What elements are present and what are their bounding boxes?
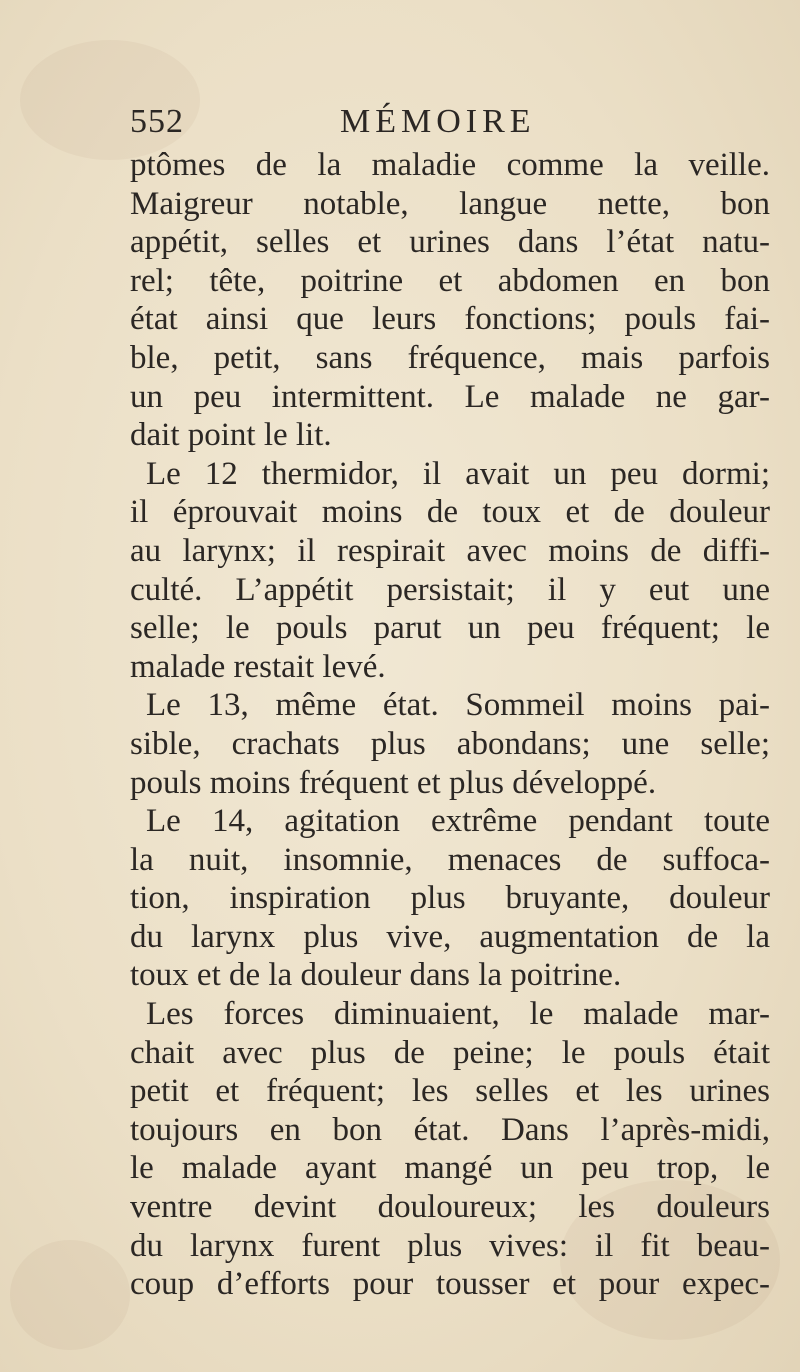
text-line: malade restait levé. bbox=[130, 648, 386, 685]
body-text bbox=[130, 146, 770, 1304]
text-line: tion, inspiration plus bruyante, douleur bbox=[130, 880, 770, 917]
text-line: chait avec plus de peine; le pouls était bbox=[130, 1034, 770, 1071]
paragraph bbox=[130, 146, 770, 455]
text-line: ble, petit, sans fréquence, mais parfois bbox=[130, 339, 770, 376]
text-line: dait point le lit. bbox=[130, 417, 332, 454]
text-line: il éprouvait moins de toux et de douleur bbox=[130, 494, 770, 531]
running-title: MÉMOIRE bbox=[340, 103, 536, 140]
text-line: Le 14, agitation extrême pendant toute bbox=[146, 803, 770, 840]
text-line: ventre devint douloureux; les douleurs bbox=[130, 1189, 770, 1226]
text-line: ptômes de la maladie comme la veille. bbox=[130, 147, 770, 183]
text-line: toux et de la douleur dans la poitrine. bbox=[130, 957, 622, 994]
text-line: pouls moins fréquent et plus développé. bbox=[130, 764, 657, 801]
text-line: sible, crachats plus abondans; une selle; bbox=[130, 725, 770, 762]
text-line: Le 12 thermidor, il avait un peu dormi; bbox=[146, 455, 770, 492]
paragraph bbox=[130, 802, 770, 995]
paragraph bbox=[130, 455, 770, 687]
text-line: toujours en bon état. Dans l’après-midi, bbox=[130, 1111, 770, 1148]
text-line: au larynx; il respirait avec moins de diffi- bbox=[130, 532, 770, 569]
text-line: appétit, selles et urines dans l’état natu- bbox=[130, 224, 770, 261]
text-line: Les forces diminuaient, le malade mar- bbox=[146, 996, 770, 1033]
paper-stain bbox=[10, 1240, 130, 1350]
text-line: rel; tête, poitrine et abdomen en bon bbox=[130, 262, 770, 299]
text-line: la nuit, insomnie, menaces de suffoca- bbox=[130, 841, 770, 878]
text-line: culté. L’appétit persistait; il y eut une bbox=[130, 571, 770, 608]
text-line: petit et fréquent; les selles et les urines bbox=[130, 1073, 770, 1110]
text-line: le malade ayant mangé un peu trop, le bbox=[130, 1150, 770, 1187]
page-number: 552 bbox=[130, 103, 184, 140]
text-line: du larynx plus vive, augmentation de la bbox=[130, 918, 770, 955]
paragraph bbox=[130, 995, 770, 1304]
text-line: du larynx furent plus vives: il fit beau- bbox=[130, 1227, 770, 1264]
text-line: selle; le pouls parut un peu fréquent; le bbox=[130, 610, 770, 647]
page-header bbox=[130, 100, 770, 144]
text-line: coup d’efforts pour tousser et pour expec- bbox=[130, 1266, 770, 1303]
paragraph bbox=[130, 686, 770, 802]
text-line: un peu intermittent. Le malade ne gar- bbox=[130, 378, 770, 415]
text-line: Maigreur notable, langue nette, bon bbox=[130, 185, 770, 222]
text-line: Le 13, même état. Sommeil moins pai- bbox=[146, 687, 770, 724]
text-line: état ainsi que leurs fonctions; pouls fai- bbox=[130, 301, 770, 338]
